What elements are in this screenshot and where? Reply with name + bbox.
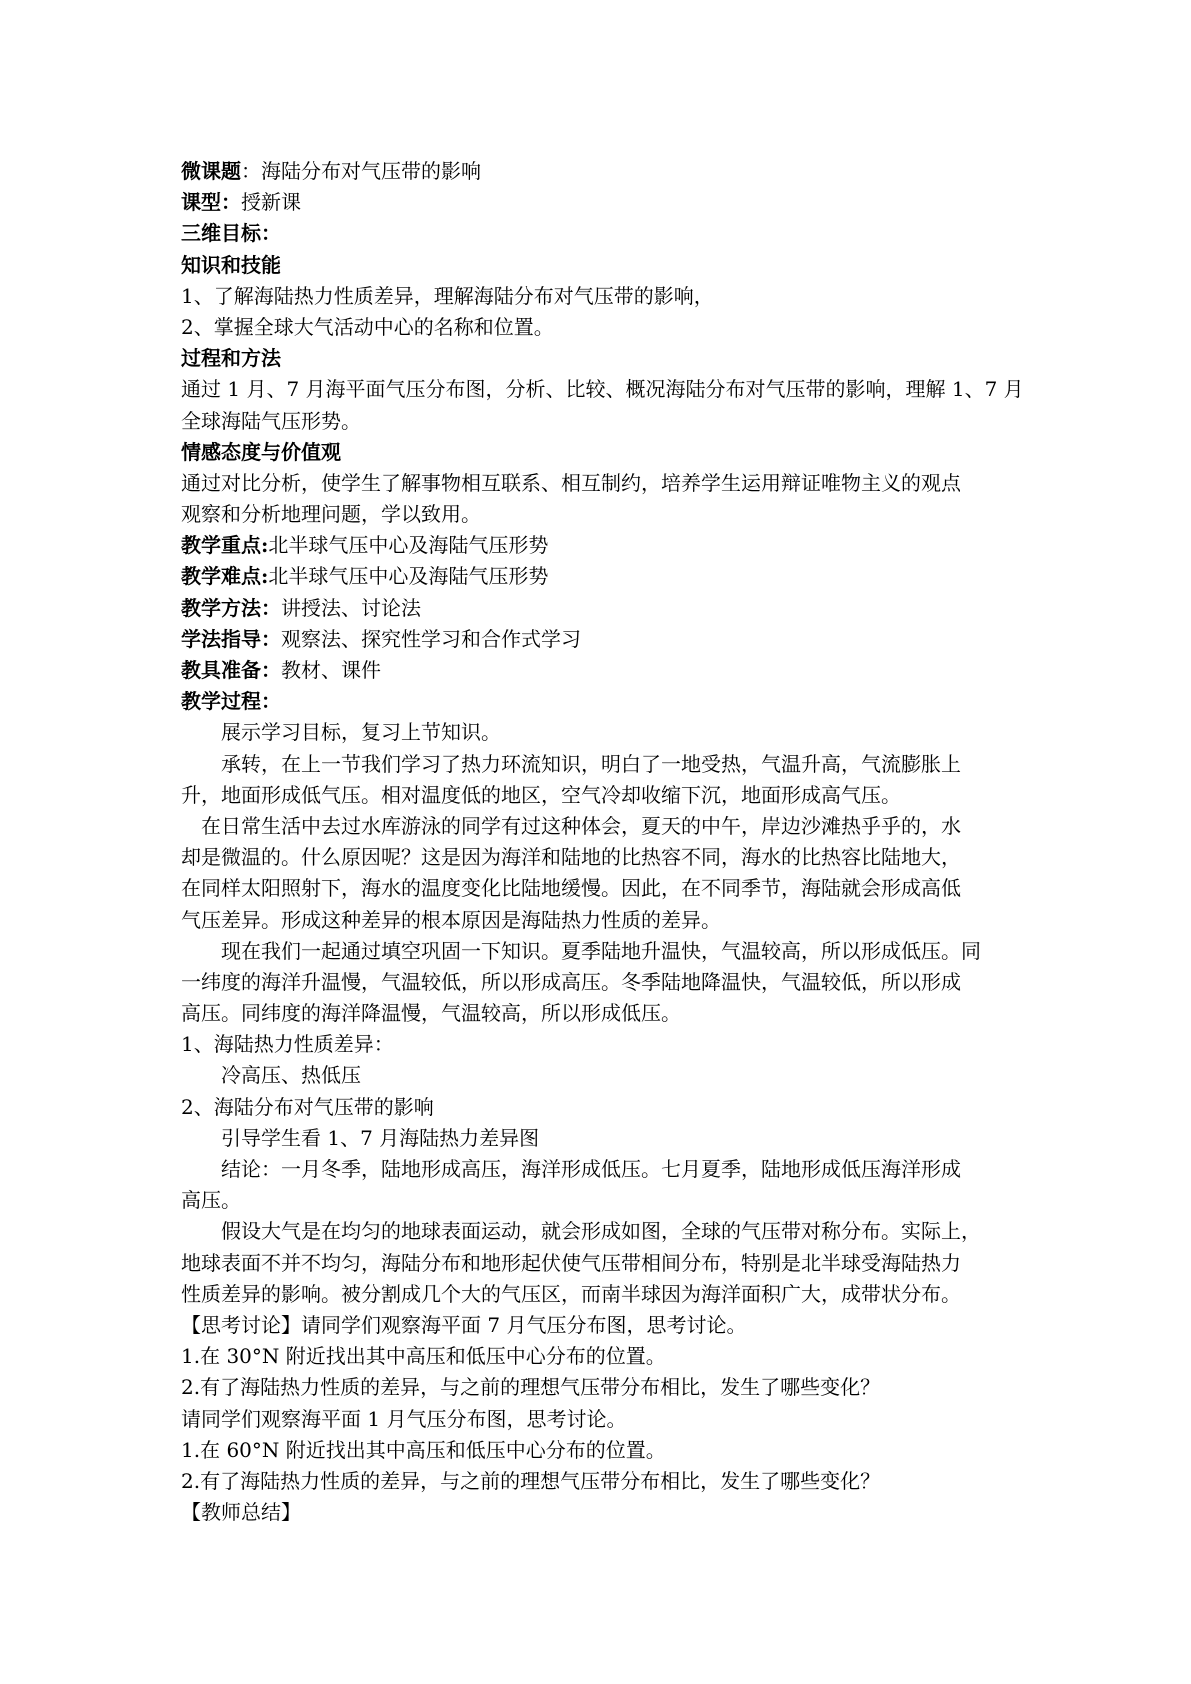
field-materials [181,655,1021,686]
field-label: 教学重点: [181,533,269,558]
knowledge-title: 知识和技能 [181,252,281,277]
emotion-line: 通过对比分析，使学生了解事物相互联系、相互制约，培养学生运用辩证唯物主义的观点 [181,470,961,495]
type-value: 授新课 [241,190,301,215]
process-line: 通过 1 月、7 月海平面气压分布图，分析、比较、概况海陆分布对气压带的影响，理解 1、7 月 [181,377,1024,402]
july-question-2: 2.有了海陆热力性质的差异，与之前的理想气压带分布相比，发生了哪些变化？ [181,1375,881,1400]
knowledge-item: 1、了解海陆热力性质差异，理解海陆分布对气压带的影响， [181,283,714,308]
field-study-guide [181,624,1021,655]
daily-line: 在日常生活中去过水库游泳的同学有过这种体会，夏天的中午，岸边沙滩热乎乎的，水 [201,813,961,838]
transition-line: 升，地面形成低气压。相对温度低的地区，空气冷却收缩下沉，地面形成高气压。 [181,782,901,807]
section-1-title: 1、海陆热力性质差异： [181,1032,394,1057]
daily-line: 在同样太阳照射下，海水的温度变化比陆地缓慢。因此，在不同季节，海陆就会形成高低 [181,876,961,901]
conclusion-line: 高压。 [181,1188,241,1213]
daily-line: 却是微温的。什么原因呢？这是因为海洋和陆地的比热容不同，海水的比热容比陆地大， [181,845,961,870]
assumption-line: 地球表面不并不均匀，海陆分布和地形起伏使气压带相间分布，特别是北半球受海陆热力 [181,1250,961,1275]
procedure-intro: 展示学习目标，复习上节知识。 [221,720,501,745]
process-title: 过程和方法 [181,346,281,371]
goals-title: 三维目标： [181,221,281,246]
assumption-line: 假设大气是在均匀的地球表面运动，就会形成如图，全球的气压带对称分布。实际上， [221,1219,981,1244]
document-page [181,156,1024,1528]
field-label: 教学方法： [181,595,281,620]
discussion-title: 【思考讨论】请同学们观察海平面 7 月气压分布图，思考讨论。 [181,1312,747,1337]
field-key-points [181,530,1021,561]
january-intro: 请同学们观察海平面 1 月气压分布图，思考讨论。 [181,1406,627,1431]
field-value: 讲授法、讨论法 [281,595,421,620]
field-value: 北半球气压中心及海陆气压形势 [268,564,549,589]
process-line: 全球海陆气压形势。 [181,408,361,433]
section-2-guide: 引导学生看 1、7 月海陆热力差异图 [221,1125,540,1150]
assumption-line: 性质差异的影响。被分割成几个大的气压区，而南半球因为海洋面积广大，成带状分布。 [181,1281,961,1306]
january-question-2: 2.有了海陆热力性质的差异，与之前的理想气压带分布相比，发生了哪些变化？ [181,1468,881,1493]
field-value: 教材、课件 [281,658,381,682]
emotion-title: 情感态度与价值观 [181,439,341,464]
daily-line: 气压差异。形成这种差异的根本原因是海陆热力性质的差异。 [181,907,721,932]
topic-label: 微课题 [181,159,241,183]
field-label: 学法指导： [181,626,281,651]
section-2-title: 2、海陆分布对气压带的影响 [181,1094,434,1119]
conclusion-line: 结论：一月冬季，陆地形成高压，海洋形成低压。七月夏季，陆地形成低压海洋形成 [221,1157,961,1181]
review-line: 一纬度的海洋升温慢，气温较低，所以形成高压。冬季陆地降温快，气温较低，所以形成 [181,969,961,994]
field-methods [181,593,1021,624]
topic-line [181,156,1021,187]
type-label: 课型： [181,190,241,215]
review-line: 高压。同纬度的海洋降温慢，气温较高，所以形成低压。 [181,1001,681,1026]
teacher-summary: 【教师总结】 [181,1500,301,1525]
knowledge-item: 2、掌握全球大气活动中心的名称和位置。 [181,314,554,339]
procedure-title: 教学过程： [181,689,281,714]
review-line: 现在我们一起通过填空巩固一下知识。夏季陆地升温快，气温较高，所以形成低压。同 [221,938,981,963]
field-label: 教学难点: [181,564,269,589]
field-label: 教具准备： [181,658,281,682]
field-difficulties [181,561,1021,592]
section-1-body: 冷高压、热低压 [221,1063,361,1088]
type-line [181,187,1021,218]
topic-value: ：海陆分布对气压带的影响 [241,159,481,183]
field-value: 北半球气压中心及海陆气压形势 [268,533,549,558]
july-question-1: 1.在 30°N 附近找出其中高压和低压中心分布的位置。 [181,1344,666,1369]
emotion-line: 观察和分析地理问题，学以致用。 [181,502,481,527]
january-question-1: 1.在 60°N 附近找出其中高压和低压中心分布的位置。 [181,1437,666,1462]
field-value: 观察法、探究性学习和合作式学习 [281,626,581,651]
transition-line: 承转，在上一节我们学习了热力环流知识，明白了一地受热，气温升高，气流膨胀上 [221,751,961,776]
